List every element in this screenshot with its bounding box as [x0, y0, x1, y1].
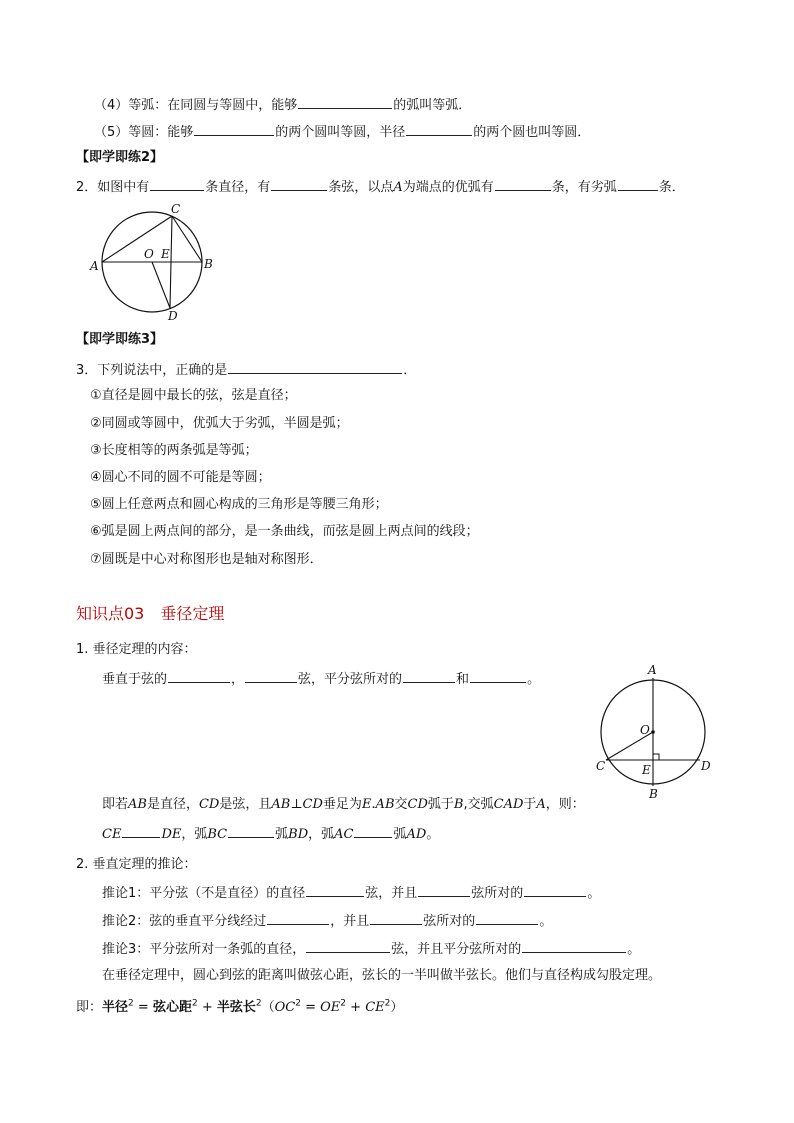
label-C: C [171, 202, 181, 216]
blank[interactable] [418, 884, 470, 897]
label-E: E [161, 247, 170, 261]
blank[interactable] [618, 178, 658, 191]
label-A: A [90, 259, 99, 273]
blank[interactable] [522, 940, 626, 953]
statement-5: ⑤圆上任意两点和圆心构成的三角形是等腰三角形； [90, 497, 388, 512]
label-D: D [701, 759, 711, 773]
statement-6: ⑥弧是圆上两点间的部分，是一条曲线，而弦是圆上两点间的线段； [90, 524, 479, 539]
chord-CB [172, 216, 202, 262]
statement-3: ③长度相等的两条弧是等弧； [90, 443, 258, 458]
blank[interactable] [476, 912, 538, 925]
practice2-question: 2．如图中有 条直径，有 条弦，以点A为端点的优弧有 条，有劣弧 条． [76, 180, 685, 195]
theorem-content: 垂直于弦的 ， 弦，平分弦所对的 和 。 [102, 672, 541, 687]
blank[interactable] [271, 178, 327, 191]
practice3-heading: 【即学即练3】 [76, 332, 164, 347]
circle-chord-figure [86, 200, 222, 322]
perpendicular-diameter-figure [590, 660, 720, 804]
blank[interactable] [122, 825, 160, 838]
statement-7: ⑦圆既是中心对称图形也是轴对称图形． [90, 552, 323, 567]
pythagorean-formula: 即：半径$^2$ = 弦心距$^2$ + 半弦长$^2(OC^2 = OE^2 + CE^2)$ [76, 998, 404, 1015]
blank[interactable] [354, 825, 392, 838]
statement-1: ①直径是圆中最长的弦，弦是直径； [90, 388, 297, 403]
blank[interactable] [298, 96, 392, 109]
blank[interactable] [267, 912, 329, 925]
blank[interactable] [168, 670, 230, 683]
theorem-heading: 1. 垂径定理的内容： [76, 642, 197, 657]
label-B: B [649, 787, 658, 801]
theorem-statement-line2: CE DE，弧BC 弧BD，弧AC 弧AD。 [102, 827, 440, 842]
section-title: 知识点03 垂径定理 [76, 604, 225, 623]
practice2-heading: 【即学即练2】 [76, 150, 164, 165]
blank[interactable] [228, 825, 274, 838]
statement-4: ④圆心不同的圆不可能是等圆； [90, 470, 271, 485]
blank[interactable] [524, 884, 586, 897]
blank[interactable] [194, 123, 274, 136]
label-O: O [640, 723, 650, 737]
label-D: D [168, 309, 178, 322]
blank[interactable] [306, 884, 364, 897]
center-point [651, 730, 655, 734]
blank[interactable] [406, 123, 472, 136]
blank[interactable] [470, 670, 526, 683]
blank[interactable] [306, 940, 390, 953]
label-E: E [642, 763, 651, 777]
label-A: A [648, 663, 657, 677]
corollary-2: 推论2：弦的垂直平分线经过 ，并且 弦所对的 。 [102, 914, 553, 929]
label-C: C [596, 759, 606, 773]
corollary-heading: 2. 垂直定理的推论： [76, 857, 197, 872]
label-O: O [144, 247, 154, 261]
note: 在垂径定理中，圆心到弦的距离叫做弦心距，弦长的一半叫做半弦长。他们与直径构成勾股定理。 [102, 968, 662, 983]
corollary-3: 推论3：平分弦所对一条弧的直径， 弦，并且平分弦所对的 。 [102, 942, 641, 957]
label-B: B [204, 257, 213, 271]
theorem-statement-line1: 即若AB是直径，CD是弦，且AB⊥CD垂足为E.AB交CD弧于B,交弧CAD于A，则： [102, 797, 585, 812]
def-equal-circle: （5）等圆：能够 的两个圆叫等圆，半径 的两个圆也叫等圆． [94, 125, 591, 140]
blank[interactable] [150, 178, 204, 191]
corollary-1: 推论1：平分弦（不是直径）的直径 弦，并且 弦所对的 。 [102, 886, 601, 901]
blank[interactable] [495, 178, 551, 191]
statement-2: ②同圆或等圆中，优弧大于劣弧，半圆是弧； [90, 416, 349, 431]
blank[interactable] [245, 670, 297, 683]
blank[interactable] [403, 670, 455, 683]
def-equal-arc: （4）等弧：在同圆与等圆中，能够 的弧叫等弧． [94, 98, 472, 113]
practice3-question: 3．下列说法中，正确的是 ． [76, 363, 417, 378]
blank[interactable] [228, 361, 402, 374]
right-angle-mark [653, 754, 659, 760]
blank[interactable] [370, 912, 422, 925]
radius-OD [152, 262, 170, 308]
